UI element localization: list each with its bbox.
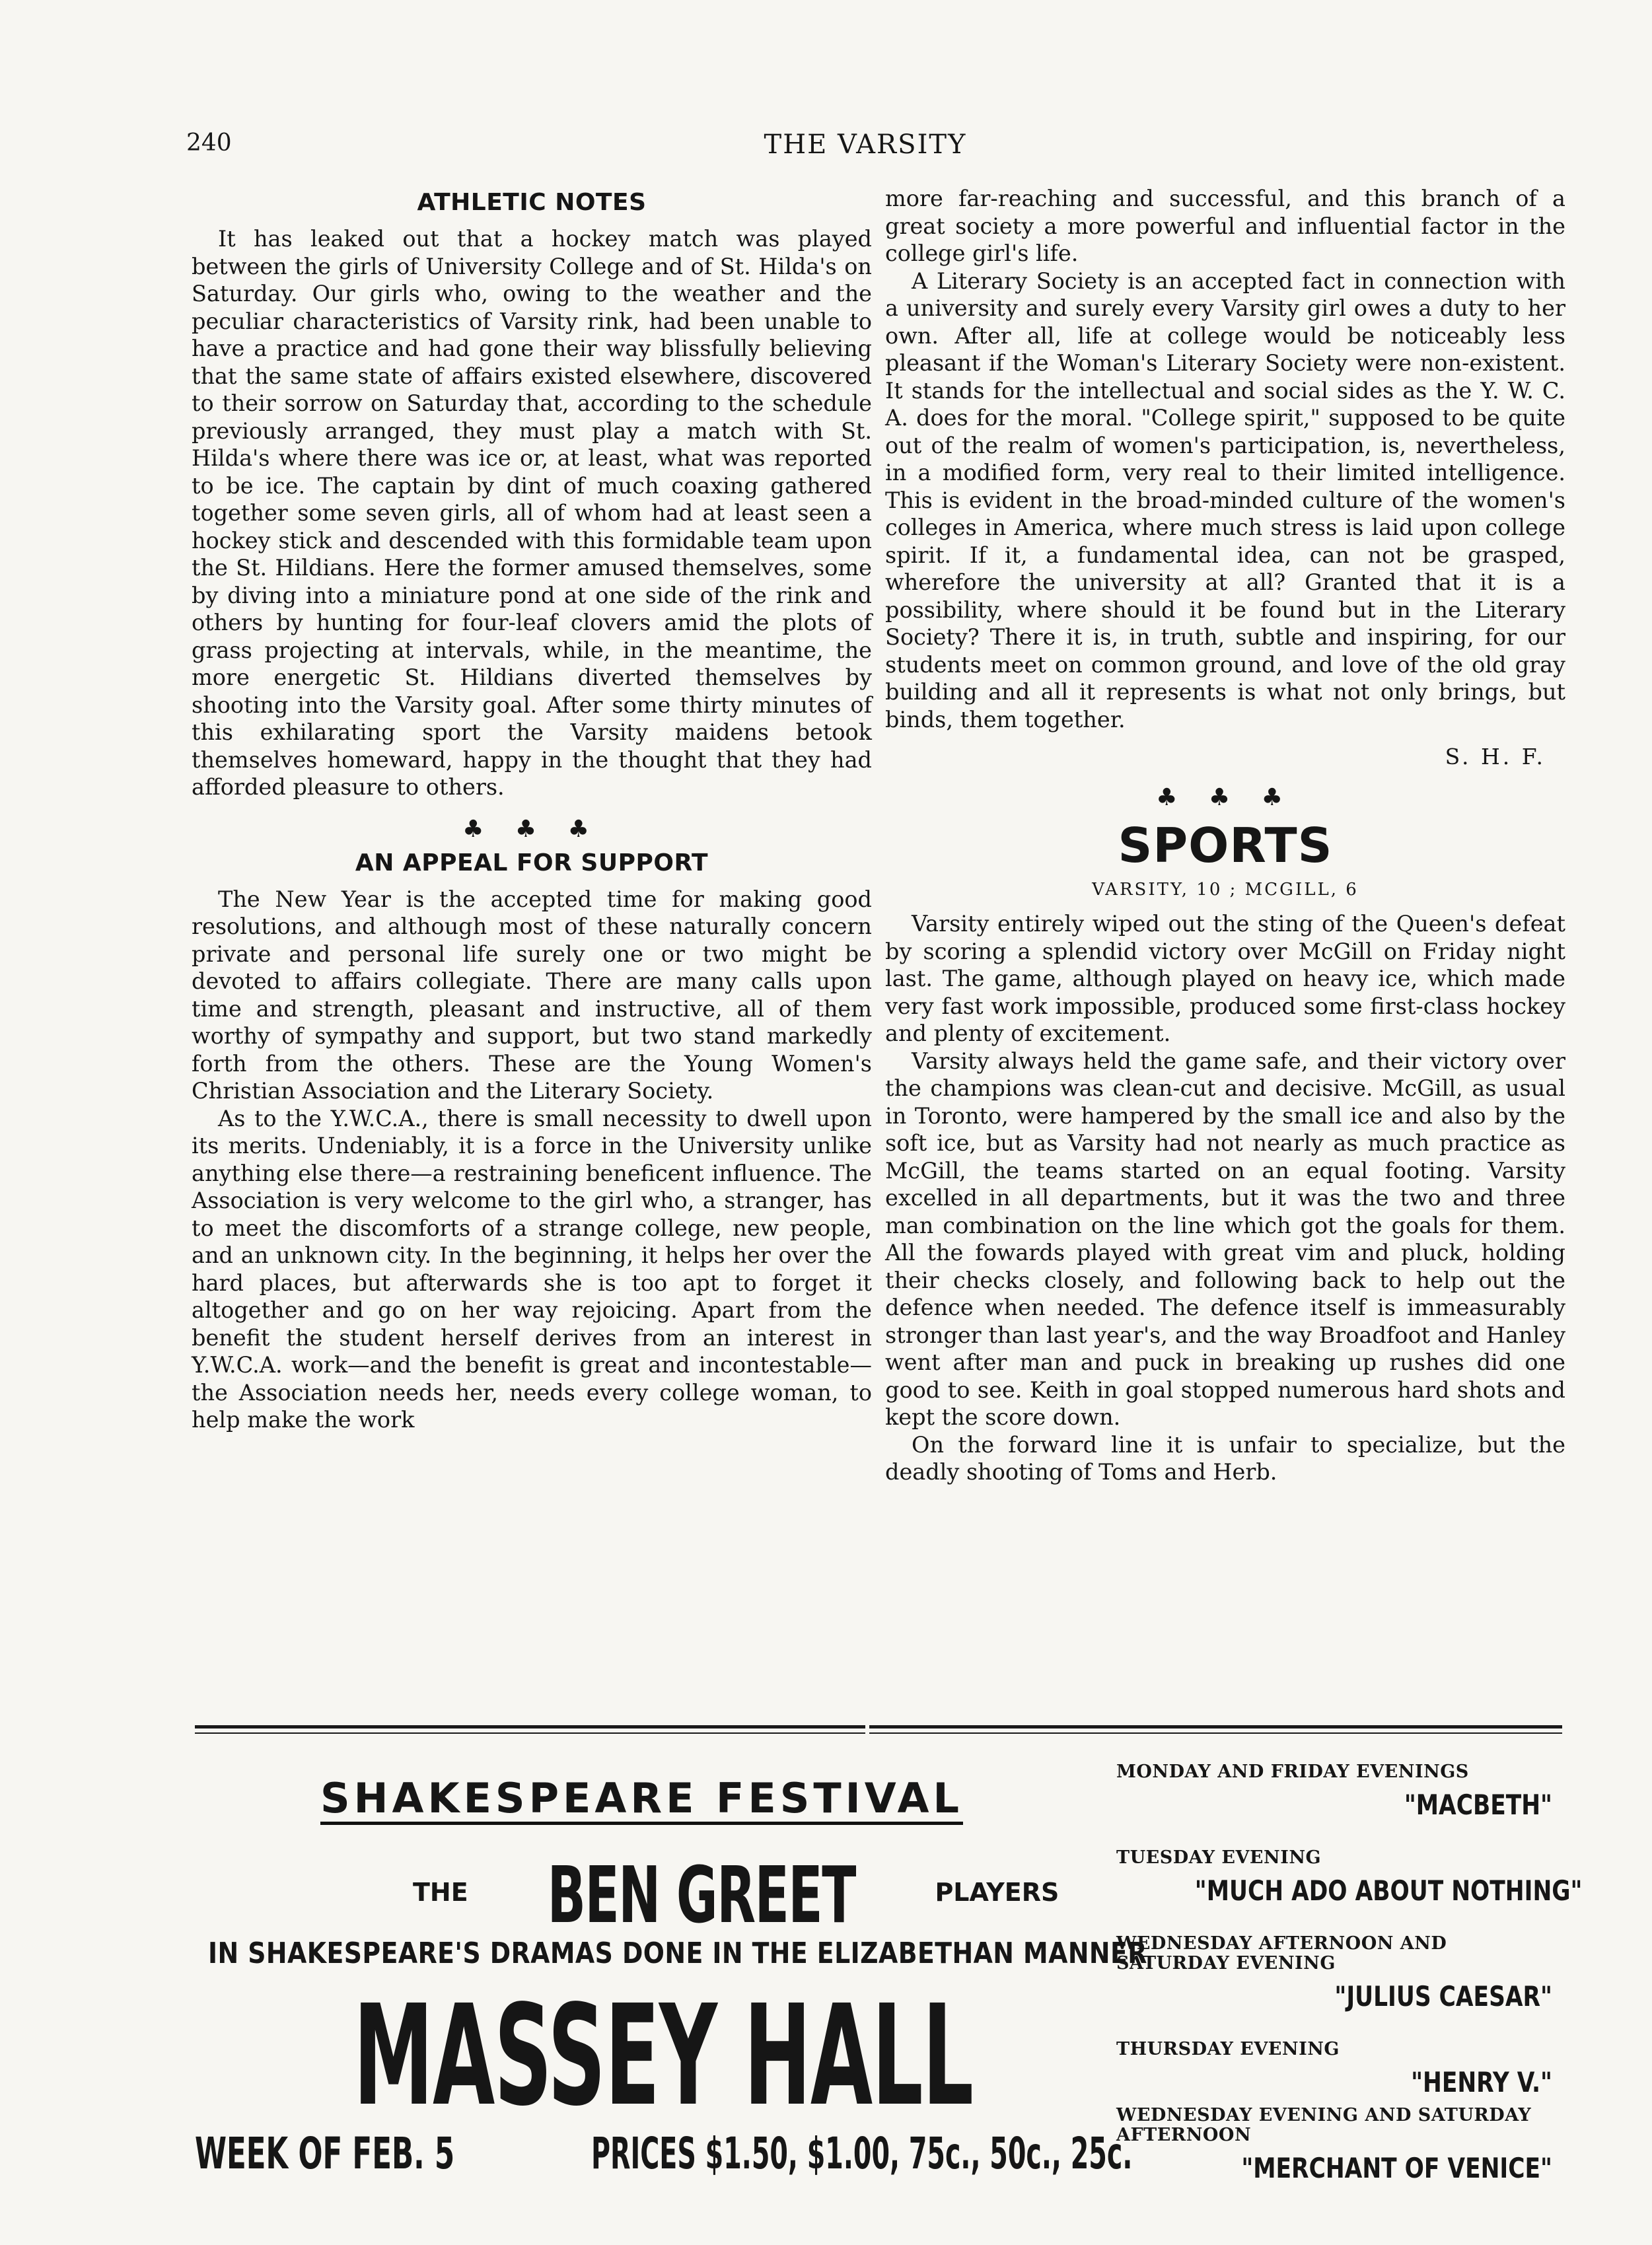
sports-score-subheading: VARSITY, 10 ; MCGILL, 6: [1092, 880, 1359, 900]
festival-advertisement: [195, 1744, 1583, 2206]
page-header: [178, 129, 1552, 169]
week-label: WEEK OF FEB.: [195, 2128, 425, 2179]
schedule-play: "MERCHANT OF VENICE": [1241, 2152, 1552, 2184]
schedule-when: WEDNESDAY AFTERNOON AND SATURDAY EVENING: [1116, 1933, 1447, 1974]
appeal-continued-paragraph: A Literary Society is an accepted fact in connection with a university and surely every Varsity girl owes a duty to her own. After all, life at college would be noticeably less pleasant if the Woman's Literary Society were non-existent. It stands for the intellectual and social sides as the Y. W. C. A. does for the moral. "College spirit," supposed to be quite out of the realm of women's participation, is, nevertheless, in a modified form, very real to their limited intelligence. This is evident in the broad-minded culture of the women's colleges in America, where much stress is laid upon college spirit. If it, a fundamental idea, can not be grasped, wherefore the university at all? Granted that it is a possibility, where should it be found but in the Literary Society? There it is, in truth, subtle and inspiring, for our students meet on common ground, and love of the old gray building and all it represents is what not only brings, but binds, them together.: [885, 267, 1565, 732]
sports-paragraph: Varsity entirely wiped out the sting of the Queen's defeat by scoring a splendid victory over McGill on Friday night last. The game, although played on heavy ice, which made very fast work impossible, produced some first-class hockey and plenty of excitement.: [885, 911, 1565, 1046]
article-signature: S. H. F.: [1445, 744, 1546, 769]
divider-rule: [195, 1725, 1562, 1728]
appeal-paragraph: The New Year is the accepted time for making good resolutions, and although most of these naturally concern private and personal life surely one or two might be devoted to affairs collegiate. There are many calls upon time and strength, pleasant and instructive, all of them worthy of sympathy and support, but two stand markedly forth from the others. These are the Young Women's Christian Association and the Literary Society.: [192, 886, 872, 1104]
section-divider-ornament: ♣ ♣ ♣: [462, 815, 601, 843]
sports-heading: SPORTS: [1118, 818, 1333, 873]
schedule-play: "HENRY V.": [1411, 2066, 1552, 2098]
ticket-prices: PRICES $1.50, $1.00, 75c., 50c., 25c.: [591, 2128, 1133, 2179]
players-suffix: PLAYERS: [935, 1878, 1059, 1907]
schedule-play: "JULIUS CAESAR": [1334, 1980, 1552, 2013]
right-column: [885, 185, 1565, 1486]
schedule-item: [1116, 2106, 1552, 2184]
dramas-line: IN SHAKESPEARE'S DRAMAS DONE IN THE ELIZABETHAN MANNER: [208, 1937, 1147, 1970]
appeal-heading: AN APPEAL FOR SUPPORT: [355, 849, 709, 876]
advertisement-main: [195, 1744, 1147, 2206]
sports-paragraph: Varsity always held the game safe, and their victory over the champions was clean-cut and decisive. McGill, as usual in Toronto, were hampered by the small ice and also by the soft ice, but as Varsity had not nearly as much practice as McGill, the teams started on an equal footing. Varsity excelled in all departments, but it was the two and three man combination on the line which got the goals for them. All the fowards played with great vim and pluck, holding their checks closely, and following back to help out the defence when needed. The defence itself is immeasurably stronger than last year's, and the way Broadfoot and Hanley went after man and puck in breaking up rushes did one good to see. Keith in goal stopped numerous hard shots and kept the score down.: [885, 1048, 1565, 1430]
players-name: BEN GREET: [547, 1849, 856, 1941]
schedule-when: THURSDAY EVENING: [1116, 2039, 1340, 2059]
sports-paragraph: On the forward line it is unfair to specialize, but the deadly shooting of Toms and Herb.: [885, 1431, 1565, 1485]
schedule-when: WEDNESDAY EVENING AND SATURDAY AFTERNOON: [1116, 2105, 1532, 2145]
divider-rule: [195, 1732, 1562, 1734]
left-column: [192, 185, 872, 1434]
divider-gap: [865, 1723, 869, 1737]
athletic-notes-paragraph: It has leaked out that a hockey match was played between the girls of University College and of St. Hilda's on Saturday. Our girls who, owing to the weather and the peculiar characteristics of Varsity rink, had been unable to have a practice and had gone their way blissfully believing that the same state of affairs existed elsewhere, discovered to their sorrow on Saturday that, according to the schedule previously arranged, they must play a match with St. Hilda's where there was ice or, at least, what was reported to be ice. The captain by dint of much coaxing gathered together some seven girls, all of whom had at least seen a hockey stick and descended with this formidable team upon the St. Hildians. Here the former amused themselves, some by diving into a miniature pond at one side of the rink and others by hunting for four-leaf clovers amid the plots of grass projecting at intervals, while, in the meantime, the more energetic St. Hildians diverted themselves by shooting into the Varsity goal. After some thirty minutes of this exhilarating sport the Varsity maidens betook themselves homeward, happy in the thought that they had afforded pleasure to others.: [192, 226, 872, 800]
schedule-item: [1116, 1762, 1552, 1821]
schedule-item: [1116, 1934, 1552, 2013]
week-number: 5: [434, 2128, 455, 2179]
appeal-continued-paragraph: more far-reaching and successful, and this branch of a great society a more powerful and influential factor in the college girl's life.: [885, 186, 1565, 266]
schedule-when: MONDAY AND FRIDAY EVENINGS: [1116, 1762, 1469, 1782]
athletic-notes-heading: ATHLETIC NOTES: [417, 189, 647, 216]
festival-title: SHAKESPEARE FESTIVAL: [320, 1775, 963, 1825]
section-divider-ornament: ♣ ♣ ♣: [1156, 784, 1295, 811]
appeal-paragraph: As to the Y.W.C.A., there is small necessity to dwell upon its merits. Undeniably, it is a force in the University unlike anything else there—a restraining beneficent influence. The Association is very welcome to the girl who, a stranger, has to meet the discomforts of a strange college, new people, and an unknown city. In the beginning, it helps her over the hard places, but afterwards she is too apt to forget it altogether and go on her way rejoicing. Apart from the benefit the student herself derives from an interest in Y.W.C.A. work—and the benefit is great and incontestable—the Association needs her, needs every college woman, to help make the work: [192, 1105, 872, 1433]
schedule-item: [1116, 2040, 1552, 2098]
page-number: 240: [186, 129, 232, 157]
week-line: [195, 2128, 454, 2179]
players-line: [413, 1849, 1059, 1941]
schedule-play: "MACBETH": [1404, 1789, 1552, 1821]
schedule-when: TUESDAY EVENING: [1116, 1847, 1322, 1868]
venue-name: MASSEY HALL: [353, 1975, 973, 2137]
running-title: THE VARSITY: [764, 129, 967, 160]
schedule-play: "MUCH ADO ABOUT NOTHING": [1194, 1874, 1583, 1907]
players-prefix: THE: [413, 1878, 468, 1907]
schedule-item: [1116, 1847, 1583, 1907]
performance-schedule: [1116, 1744, 1583, 2206]
